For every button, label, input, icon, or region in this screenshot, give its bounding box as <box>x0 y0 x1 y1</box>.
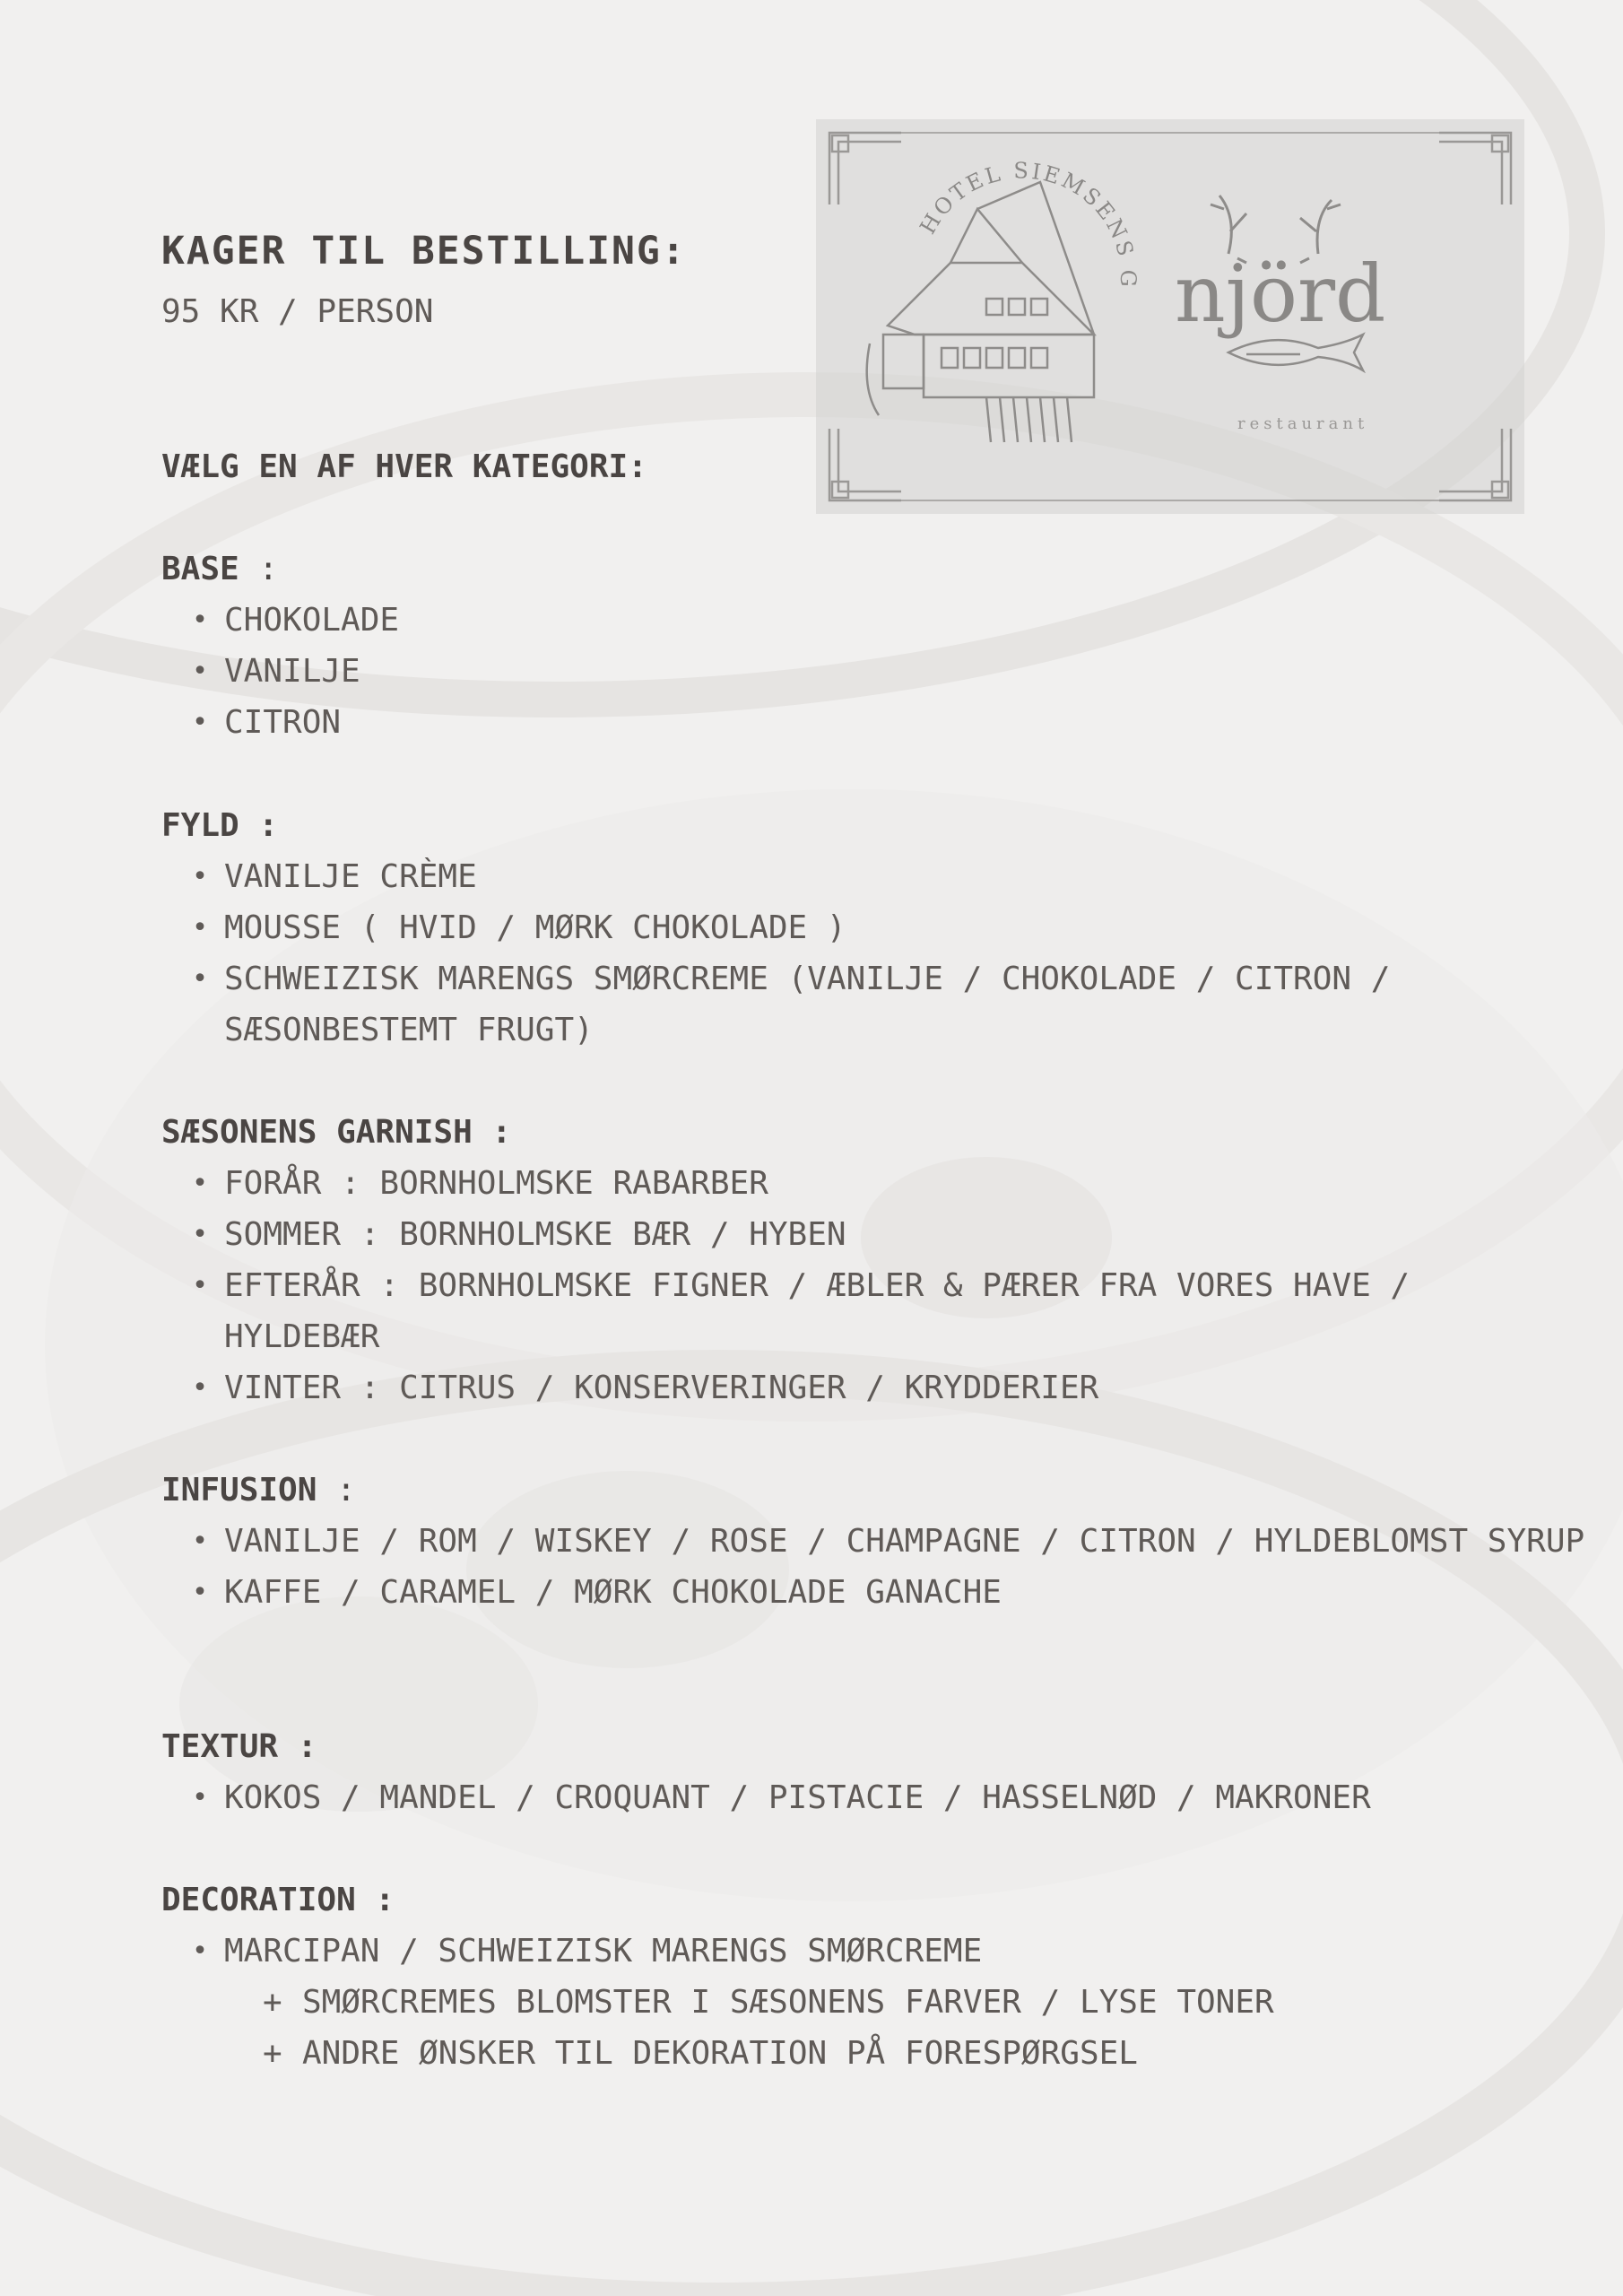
logo-hotel-name: HOTEL SIEMSENS G <box>915 158 1141 291</box>
sub-item: + SMØRCREMES BLOMSTER I SÆSONENS FARVER / LYSE TONER <box>263 1984 1274 2021</box>
section-infusion <box>161 1465 1585 1618</box>
section-heading: TEXTUR : <box>161 1728 317 1765</box>
section-heading: BASE : <box>161 551 279 587</box>
list-item: • KAFFE / CARAMEL / MØRK CHOKOLADE GANACHE <box>192 1574 1002 1611</box>
item-list <box>161 1158 1560 1413</box>
page-title: KAGER TIL BESTILLING: <box>161 229 687 274</box>
section-garnish <box>161 1107 1560 1413</box>
list-item: • MARCIPAN / SCHWEIZISK MARENGS SMØRCREME <box>192 1933 983 1970</box>
sub-item: + ANDRE ØNSKER TIL DEKORATION PÅ FORESPØRGSEL <box>263 2035 1138 2072</box>
item-list <box>161 595 1560 748</box>
list-item: • SCHWEIZISK MARENGS SMØRCREME (VANILJE / CHOKOLADE / CITRON / SÆSONBESTEMT FRUGT) <box>192 961 1410 1048</box>
item-list <box>161 1772 1560 1823</box>
section-heading: SÆSONENS GARNISH : <box>161 1114 512 1151</box>
item-list <box>161 1926 1560 1977</box>
list-item: • CHOKOLADE <box>192 602 400 639</box>
section-heading: INFUSION : <box>161 1472 356 1509</box>
list-item: • EFTERÅR : BORNHOLMSKE FIGNER / ÆBLER & PÆRER FRA VORES HAVE / HYLDEBÆR <box>192 1267 1429 1355</box>
price-per-person: 95 KR / PERSON <box>161 293 434 330</box>
logo-brand-name: njörd <box>1175 248 1386 340</box>
section-heading: FYLD : <box>161 807 279 844</box>
section-textur <box>161 1721 1560 1823</box>
section-heading: DECORATION : <box>161 1882 395 1918</box>
list-item: • SOMMER : BORNHOLMSKE BÆR / HYBEN <box>192 1216 846 1253</box>
list-item: • CITRON <box>192 704 342 741</box>
instruction-text: VÆLG EN AF HVER KATEGORI: <box>161 448 647 485</box>
list-item: • VANILJE / ROM / WISKEY / ROSE / CHAMPAGNE / CITRON / HYLDEBLOMST SYRUP <box>192 1523 1585 1560</box>
list-item: • VANILJE CRÈME <box>192 858 477 895</box>
list-item: • VANILJE <box>192 653 360 690</box>
list-item: • FORÅR : BORNHOLMSKE RABARBER <box>192 1165 768 1202</box>
item-list <box>161 1516 1585 1618</box>
section-fyld <box>161 800 1560 1056</box>
logo-subtitle: restaurant <box>1237 414 1369 433</box>
list-item: • VINTER : CITRUS / KONSERVERINGER / KRYDDERIER <box>192 1370 1099 1406</box>
item-list <box>161 851 1560 1056</box>
logo-artwork <box>816 119 1524 514</box>
list-item: • MOUSSE ( HVID / MØRK CHOKOLADE ) <box>192 909 846 946</box>
section-base <box>161 544 1560 748</box>
section-decoration <box>161 1874 1560 2079</box>
list-item: • KOKOS / MANDEL / CROQUANT / PISTACIE / HASSELNØD / MAKRONER <box>192 1779 1371 1816</box>
restaurant-logo <box>816 119 1524 514</box>
fish-icon <box>1228 335 1363 370</box>
house-icon <box>867 182 1094 442</box>
